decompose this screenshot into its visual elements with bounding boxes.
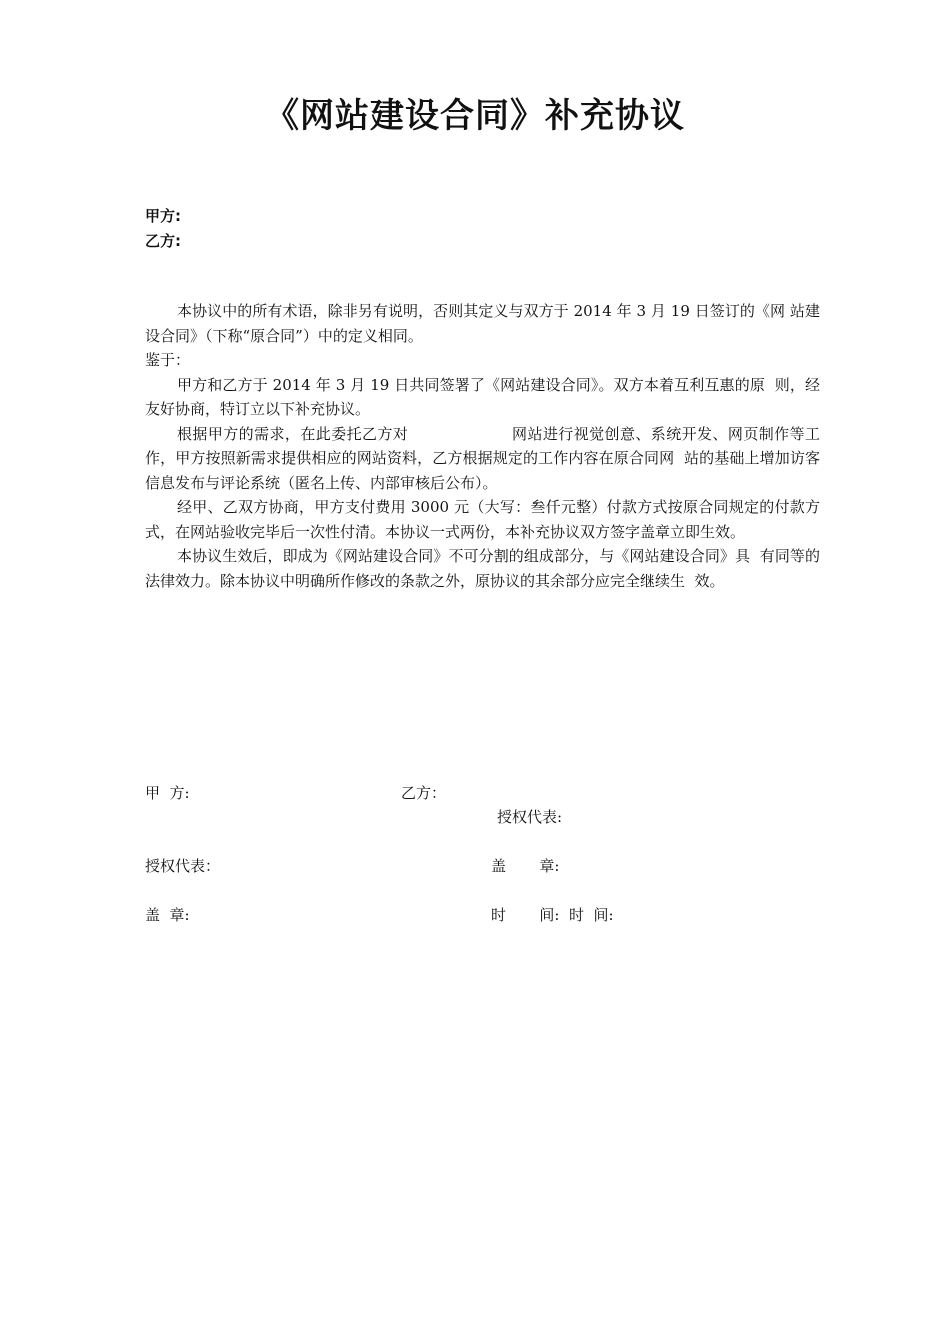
signature-party-a: 甲 方:: [145, 784, 190, 802]
party-b-label: 乙方:: [145, 232, 181, 250]
paragraph-definitions: 本协议中的所有术语，除非另有说明，否则其定义与双方于 2014 年 3 月 19 日签订的《网 站建设合同》（下称“原合同”）中的定义相同。: [145, 302, 820, 345]
paragraph-whereas: 鉴于：: [145, 351, 191, 369]
paragraph-payment: 经甲、乙双方协商，甲方支付费用 3000 元（大写：叁仟元整）付款方式按原合同规定的付款方式，在网站验收完毕后一次性付清。本协议一式两份，本补充协议双方签字盖章立即生效。: [145, 498, 820, 541]
document-title: 《网站建设合同》补充协议: [265, 96, 685, 136]
party-a-label: 甲方:: [145, 207, 181, 225]
signature-time: 时 间: 时 间:: [491, 906, 614, 924]
agreement-body: [145, 299, 820, 593]
signature-rep-b: 授权代表:: [497, 808, 563, 826]
signature-party-b: 乙方：: [401, 784, 447, 802]
paragraph-scope: 根据甲方的需求，在此委托乙方对 网站进行视觉创意、系统开发、网页制作等工作，甲方按照新需求提供相应的网站资料，乙方根据规定的工作内容在原合同网 站的基础上增加访客信息发布与评论系统（匿名上传、内部审核后公布）。: [145, 424, 820, 492]
paragraph-effect: 本协议生效后，即成为《网站建设合同》不可分割的组成部分，与《网站建设合同》具 有同等的法律效力。除本协议中明确所作修改的条款之外，原协议的其余部分应完全继续生 效。: [145, 547, 820, 590]
paragraph-background: 甲方和乙方于 2014 年 3 月 19 日共同签署了《网站建设合同》。双方本着互利互惠的原 则，经友好协商，特订立以下补充协议。: [145, 375, 820, 418]
signature-seal-a: 盖 章:: [145, 906, 190, 924]
signature-rep-a: 授权代表：: [145, 857, 221, 875]
signature-seal-b: 盖 章:: [491, 857, 560, 875]
